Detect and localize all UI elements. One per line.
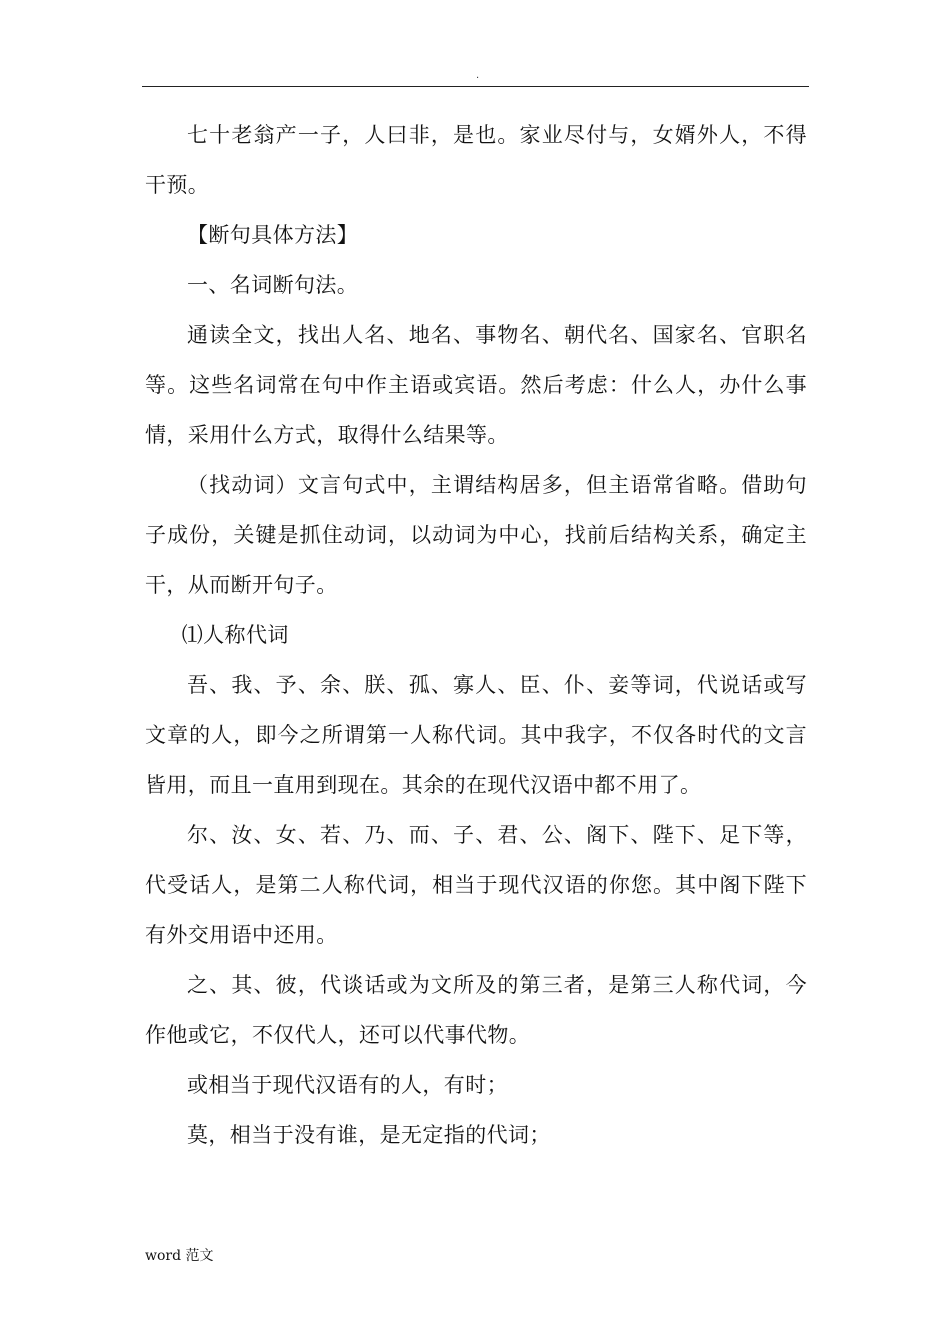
paragraph: 尔、汝、女、若、乃、而、子、君、公、阁下、陛下、足下等，代受话人，是第二人称代词，相当于现代汉语的你您。其中阁下陛下有外交用语中还用。 (145, 823, 807, 947)
document-body (145, 110, 807, 1160)
subheading: ⑴人称代词 (181, 623, 289, 647)
subheading: 一、名词断句法。 (187, 273, 359, 297)
header-mark: . (476, 70, 480, 81)
paragraph: 之、其、彼，代谈话或为文所及的第三者，是第三人称代词，今作他或它，不仅代人，还可以代事代物。 (145, 973, 807, 1047)
section-heading: 【断句具体方法】 (187, 223, 359, 247)
header-rule (142, 86, 809, 87)
footer-label: word 范文 (145, 1248, 214, 1264)
paragraph: 或相当于现代汉语有的人，有时； (187, 1073, 508, 1097)
paragraph: （找动词）文言句式中，主谓结构居多，但主语常省略。借助句子成份，关键是抓住动词，以动词为中心，找前后结构关系，确定主干，从而断开句子。 (145, 473, 807, 597)
paragraph: 莫，相当于没有谁，是无定指的代词； (187, 1123, 551, 1147)
paragraph: 七十老翁产一子，人曰非，是也。家业尽付与，女婿外人，不得干预。 (145, 123, 807, 197)
paragraph: 吾、我、予、余、朕、孤、寡人、臣、仆、妾等词，代说话或写文章的人，即今之所谓第一人称代词。其中我字，不仅各时代的文言皆用，而且一直用到现在。其余的在现代汉语中都不用了。 (145, 673, 807, 797)
paragraph: 通读全文，找出人名、地名、事物名、朝代名、国家名、官职名等。这些名词常在句中作主语或宾语。然后考虑：什么人，办什么事情，采用什么方式，取得什么结果等。 (145, 323, 807, 447)
